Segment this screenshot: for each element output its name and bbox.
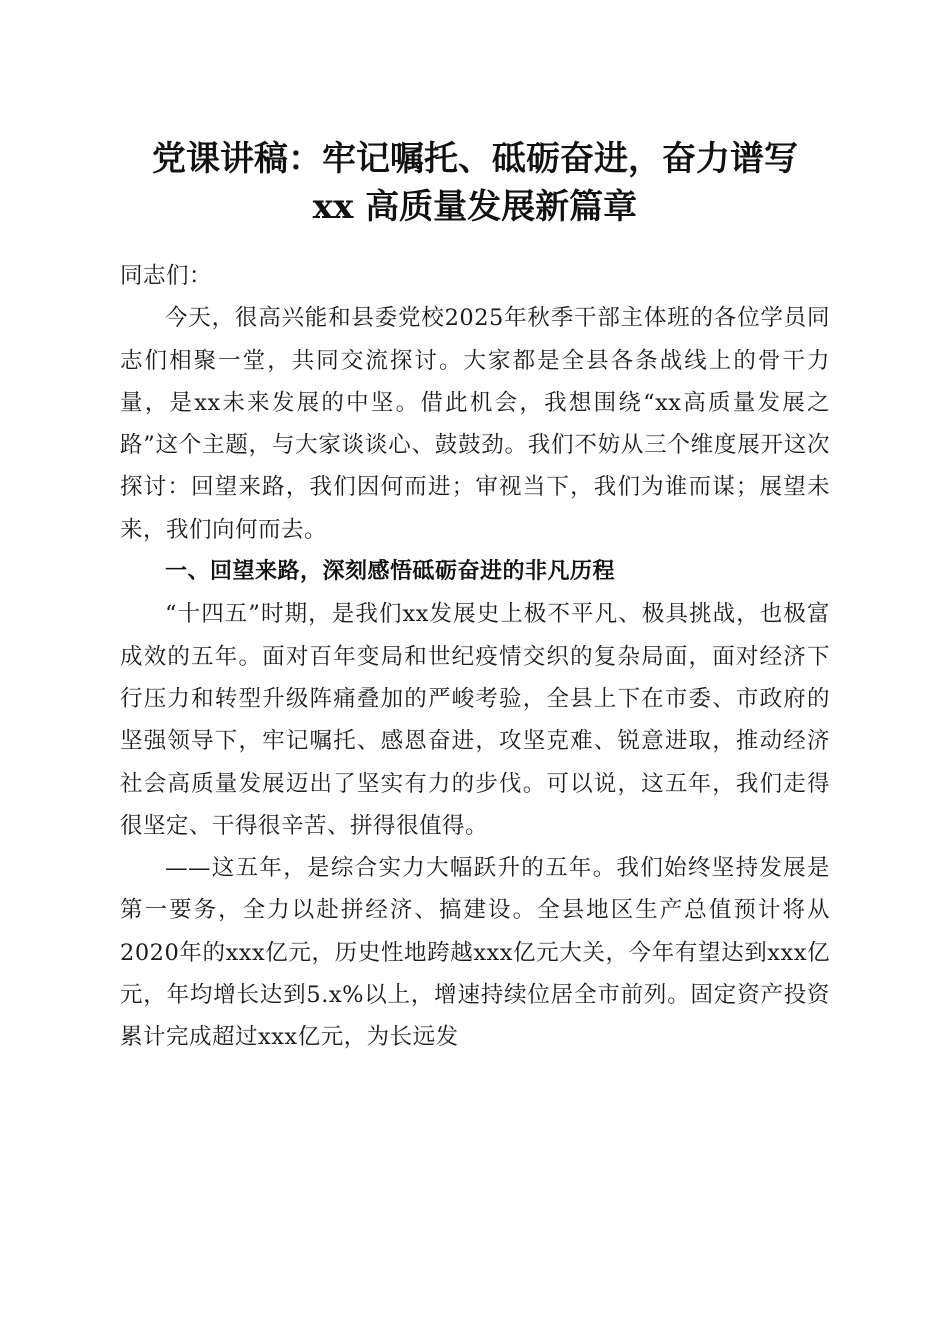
greeting: 同志们： [120,263,213,289]
title-line-1: 党课讲稿：牢记嘱托、砥砺奋进，奋力谱写 [152,139,798,179]
paragraph-review: “十四五”时期，是我们xx发展史上极不平凡、极具挑战，也极富成效的五年。面对百年变局和世纪疫情交织的复杂局面，面对经济下行压力和转型升级阵痛叠加的严峻考验，全县上下在市委、市政府的坚强领导下，牢记嘱托、感恩奋进，攻坚克难、锐意进取，推动经济社会高质量发展迈出了坚实有力的步伐。可以说，这五年，我们走得很坚定、干得很辛苦、拼得很值得。 [120,601,830,839]
paragraph-strength: ——这五年，是综合实力大幅跃升的五年。我们始终坚持发展是第一要务，全力以赴拼经济、搞建设。全县地区生产总值预计将从2020年的xxx亿元，历史性地跨越xxx亿元大关，今年有望达到xxx亿元，年均增长达到5.x%以上，增速持续位居全市前列。固定资产投资累计完成超过xxx亿元，为长远发 [120,855,830,1051]
section-heading-1: 一、回望来路，深刻感悟砥砺奋进的非凡历程 [165,559,616,585]
document-body [120,255,830,1059]
document-title [90,135,860,231]
title-line-2: xx 高质量发展新篇章 [312,187,638,227]
paragraph-intro: 今天，很高兴能和县委党校2025年秋季干部主体班的各位学员同志们相聚一堂，共同交流探讨。大家都是全县各条战线上的骨干力量，是xx未来发展的中坚。借此机会，我想围绕“xx高质量发展之路”这个主题，与大家谈谈心、鼓鼓劲。我们不妨从三个维度展开这次探讨：回望来路，我们因何而进；审视当下，我们为谁而谋；展望未来，我们向何而去。 [120,305,830,543]
